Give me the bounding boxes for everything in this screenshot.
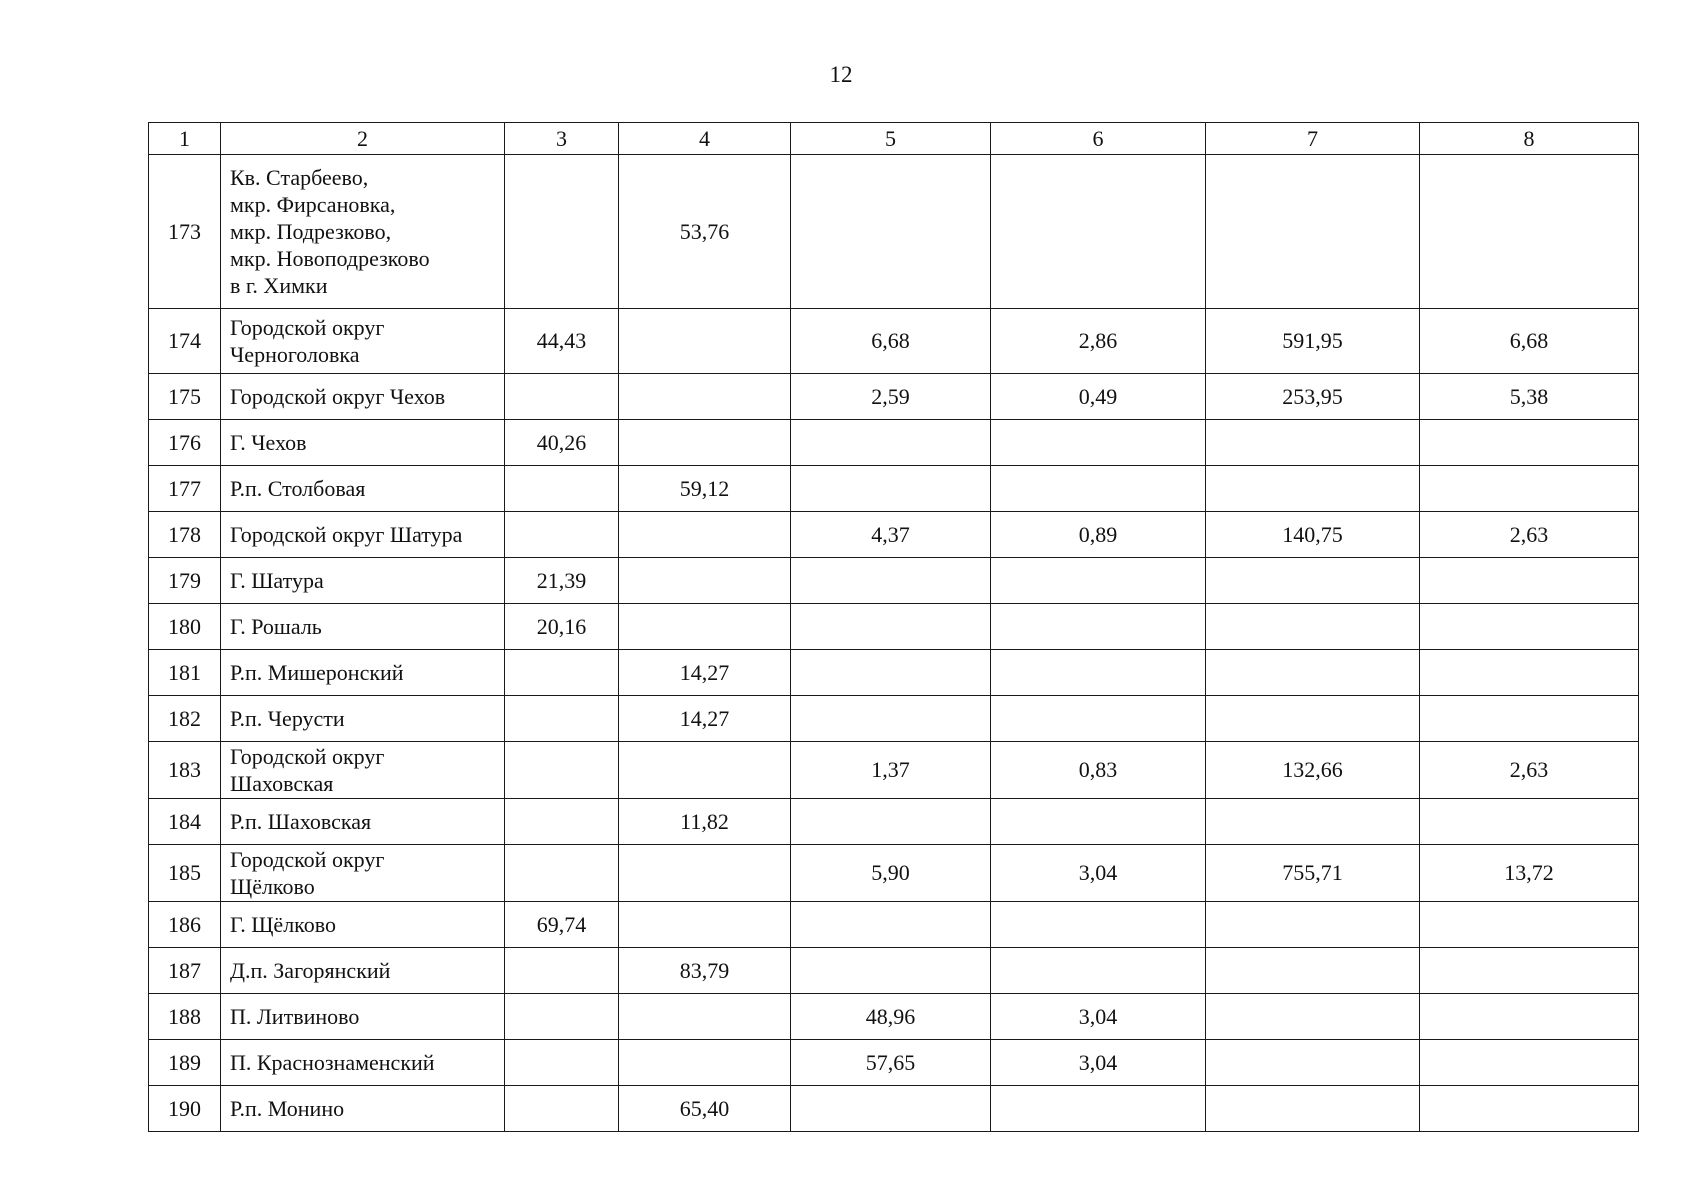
settlement-name-line: Городской округ Чехов (230, 384, 446, 409)
value-cell-c7 (1206, 558, 1420, 604)
row-number: 183 (149, 742, 221, 799)
settlement-name (221, 1040, 505, 1086)
value-cell-c5: 5,90 (791, 845, 991, 902)
value-cell-c4: 11,82 (619, 799, 791, 845)
settlement-name (221, 799, 505, 845)
row-number: 177 (149, 466, 221, 512)
value-cell-c3: 21,39 (505, 558, 619, 604)
value-cell-c3: 40,26 (505, 420, 619, 466)
value-cell-c8 (1420, 902, 1639, 948)
value-cell-c6 (991, 948, 1206, 994)
header-row (149, 123, 1639, 155)
value-cell-c4 (619, 512, 791, 558)
value-cell-c5 (791, 466, 991, 512)
value-cell-c4 (619, 994, 791, 1040)
value-cell-c4 (619, 558, 791, 604)
value-cell-c8: 6,68 (1420, 309, 1639, 374)
value-cell-c3 (505, 696, 619, 742)
value-cell-c5 (791, 902, 991, 948)
value-cell-c7 (1206, 604, 1420, 650)
settlement-name-line: Городской округ (230, 315, 385, 340)
table-row (149, 1086, 1639, 1132)
value-cell-c4: 14,27 (619, 696, 791, 742)
value-cell-c8 (1420, 799, 1639, 845)
table-row (149, 845, 1639, 902)
table-row (149, 994, 1639, 1040)
value-cell-c8: 13,72 (1420, 845, 1639, 902)
value-cell-c4: 83,79 (619, 948, 791, 994)
value-cell-c7 (1206, 420, 1420, 466)
table-row (149, 558, 1639, 604)
table-row (149, 155, 1639, 309)
value-cell-c6 (991, 799, 1206, 845)
value-cell-c7 (1206, 155, 1420, 309)
settlement-name (221, 466, 505, 512)
value-cell-c6 (991, 696, 1206, 742)
value-cell-c3 (505, 374, 619, 420)
value-cell-c7 (1206, 994, 1420, 1040)
value-cell-c8 (1420, 466, 1639, 512)
settlement-name-line: Черноголовка (230, 342, 360, 367)
value-cell-c4 (619, 845, 791, 902)
value-cell-c3: 69,74 (505, 902, 619, 948)
settlement-name-line: Шаховская (230, 771, 334, 796)
column-header: 2 (221, 123, 505, 155)
value-cell-c8: 2,63 (1420, 742, 1639, 799)
settlement-name-line: Городской округ Шатура (230, 522, 463, 547)
value-cell-c8: 5,38 (1420, 374, 1639, 420)
settlement-name (221, 650, 505, 696)
value-cell-c8 (1420, 994, 1639, 1040)
value-cell-c5 (791, 558, 991, 604)
value-cell-c8 (1420, 420, 1639, 466)
value-cell-c6: 3,04 (991, 1040, 1206, 1086)
settlement-name (221, 1086, 505, 1132)
settlement-name (221, 994, 505, 1040)
row-number: 182 (149, 696, 221, 742)
row-number: 174 (149, 309, 221, 374)
table-row (149, 420, 1639, 466)
row-number: 187 (149, 948, 221, 994)
value-cell-c6: 3,04 (991, 994, 1206, 1040)
value-cell-c3 (505, 742, 619, 799)
settlement-name (221, 558, 505, 604)
settlement-name-line: Р.п. Черусти (230, 706, 345, 731)
value-cell-c6 (991, 650, 1206, 696)
value-cell-c7 (1206, 799, 1420, 845)
settlement-name (221, 696, 505, 742)
value-cell-c4 (619, 742, 791, 799)
row-number: 188 (149, 994, 221, 1040)
value-cell-c8 (1420, 1086, 1639, 1132)
value-cell-c4 (619, 1040, 791, 1086)
value-cell-c6 (991, 902, 1206, 948)
value-cell-c4 (619, 374, 791, 420)
value-cell-c4 (619, 309, 791, 374)
settlement-name-line: Р.п. Монино (230, 1096, 345, 1121)
settlement-name (221, 604, 505, 650)
value-cell-c3 (505, 948, 619, 994)
settlement-name (221, 902, 505, 948)
settlement-name-line: Г. Шатура (230, 568, 324, 593)
value-cell-c7: 132,66 (1206, 742, 1420, 799)
settlement-name (221, 512, 505, 558)
value-cell-c7 (1206, 1040, 1420, 1086)
table-row (149, 512, 1639, 558)
table-row (149, 742, 1639, 799)
table-row (149, 799, 1639, 845)
value-cell-c4: 53,76 (619, 155, 791, 309)
column-header: 4 (619, 123, 791, 155)
table-body (149, 155, 1639, 1132)
settlement-name-line: Городской округ (230, 847, 385, 872)
value-cell-c3 (505, 799, 619, 845)
settlement-name (221, 155, 505, 309)
value-cell-c6 (991, 466, 1206, 512)
row-number: 176 (149, 420, 221, 466)
settlement-name-line: Г. Чехов (230, 430, 307, 455)
value-cell-c6: 0,49 (991, 374, 1206, 420)
settlement-name-line: Г. Щёлково (230, 912, 336, 937)
row-number: 179 (149, 558, 221, 604)
column-header: 7 (1206, 123, 1420, 155)
value-cell-c3 (505, 650, 619, 696)
table-row (149, 309, 1639, 374)
value-cell-c4 (619, 604, 791, 650)
row-number: 186 (149, 902, 221, 948)
value-cell-c4: 59,12 (619, 466, 791, 512)
table-row (149, 902, 1639, 948)
column-header: 8 (1420, 123, 1639, 155)
value-cell-c5 (791, 155, 991, 309)
settlement-name (221, 742, 505, 799)
value-cell-c3 (505, 845, 619, 902)
data-table (148, 122, 1639, 1132)
value-cell-c6 (991, 420, 1206, 466)
value-cell-c7: 591,95 (1206, 309, 1420, 374)
settlement-name-line: Р.п. Шаховская (230, 809, 372, 834)
settlement-name (221, 420, 505, 466)
value-cell-c5 (791, 696, 991, 742)
value-cell-c5: 6,68 (791, 309, 991, 374)
row-number: 175 (149, 374, 221, 420)
value-cell-c8 (1420, 948, 1639, 994)
value-cell-c3 (505, 155, 619, 309)
value-cell-c8 (1420, 558, 1639, 604)
table-header (149, 123, 1639, 155)
value-cell-c6: 2,86 (991, 309, 1206, 374)
settlement-name-line: мкр. Новоподрезково (230, 246, 430, 271)
value-cell-c6 (991, 604, 1206, 650)
table-row (149, 696, 1639, 742)
settlement-name-line: Городской округ (230, 744, 385, 769)
settlement-name-line: мкр. Подрезково, (230, 219, 392, 244)
settlement-name-line: Г. Рошаль (230, 614, 322, 639)
column-header: 1 (149, 123, 221, 155)
value-cell-c6: 0,89 (991, 512, 1206, 558)
value-cell-c5: 4,37 (791, 512, 991, 558)
value-cell-c8 (1420, 1040, 1639, 1086)
row-number: 181 (149, 650, 221, 696)
value-cell-c7 (1206, 650, 1420, 696)
value-cell-c8 (1420, 604, 1639, 650)
value-cell-c5 (791, 1086, 991, 1132)
row-number: 185 (149, 845, 221, 902)
value-cell-c5 (791, 799, 991, 845)
value-cell-c4: 65,40 (619, 1086, 791, 1132)
value-cell-c6: 0,83 (991, 742, 1206, 799)
value-cell-c8 (1420, 696, 1639, 742)
value-cell-c5 (791, 604, 991, 650)
row-number: 190 (149, 1086, 221, 1132)
row-number: 178 (149, 512, 221, 558)
row-number: 189 (149, 1040, 221, 1086)
value-cell-c7 (1206, 696, 1420, 742)
value-cell-c4 (619, 902, 791, 948)
settlement-name-line: Щёлково (230, 874, 315, 899)
value-cell-c7: 755,71 (1206, 845, 1420, 902)
value-cell-c3 (505, 994, 619, 1040)
value-cell-c3: 20,16 (505, 604, 619, 650)
value-cell-c6 (991, 558, 1206, 604)
settlement-name (221, 948, 505, 994)
value-cell-c3 (505, 512, 619, 558)
value-cell-c5: 57,65 (791, 1040, 991, 1086)
value-cell-c4: 14,27 (619, 650, 791, 696)
value-cell-c3 (505, 1040, 619, 1086)
settlement-name-line: П. Краснознаменский (230, 1050, 435, 1075)
value-cell-c5 (791, 650, 991, 696)
settlement-name (221, 309, 505, 374)
value-cell-c7: 253,95 (1206, 374, 1420, 420)
settlement-name-line: П. Литвиново (230, 1004, 360, 1029)
column-header: 5 (791, 123, 991, 155)
table-row (149, 374, 1639, 420)
settlement-name-line: Д.п. Загорянский (230, 958, 391, 983)
table-row (149, 1040, 1639, 1086)
page-number: 12 (829, 62, 853, 87)
settlement-name (221, 374, 505, 420)
column-header: 6 (991, 123, 1206, 155)
value-cell-c7: 140,75 (1206, 512, 1420, 558)
table-row (149, 604, 1639, 650)
value-cell-c5 (791, 420, 991, 466)
settlement-name-line: мкр. Фирсановка, (230, 192, 396, 217)
value-cell-c3: 44,43 (505, 309, 619, 374)
value-cell-c7 (1206, 902, 1420, 948)
value-cell-c5: 2,59 (791, 374, 991, 420)
table-row (149, 466, 1639, 512)
table-row (149, 650, 1639, 696)
column-header: 3 (505, 123, 619, 155)
settlement-name-line: в г. Химки (230, 273, 328, 298)
value-cell-c5: 1,37 (791, 742, 991, 799)
value-cell-c5 (791, 948, 991, 994)
value-cell-c7 (1206, 948, 1420, 994)
row-number: 184 (149, 799, 221, 845)
row-number: 173 (149, 155, 221, 309)
settlement-name (221, 845, 505, 902)
value-cell-c8: 2,63 (1420, 512, 1639, 558)
value-cell-c3 (505, 1086, 619, 1132)
row-number: 180 (149, 604, 221, 650)
value-cell-c8 (1420, 650, 1639, 696)
table-row (149, 948, 1639, 994)
value-cell-c5: 48,96 (791, 994, 991, 1040)
value-cell-c8 (1420, 155, 1639, 309)
value-cell-c6 (991, 155, 1206, 309)
value-cell-c6: 3,04 (991, 845, 1206, 902)
value-cell-c3 (505, 466, 619, 512)
value-cell-c7 (1206, 1086, 1420, 1132)
settlement-name-line: Р.п. Мишеронский (230, 660, 404, 685)
settlement-name-line: Р.п. Столбовая (230, 476, 366, 501)
value-cell-c7 (1206, 466, 1420, 512)
value-cell-c6 (991, 1086, 1206, 1132)
settlement-name-line: Кв. Старбеево, (230, 165, 369, 190)
value-cell-c4 (619, 420, 791, 466)
